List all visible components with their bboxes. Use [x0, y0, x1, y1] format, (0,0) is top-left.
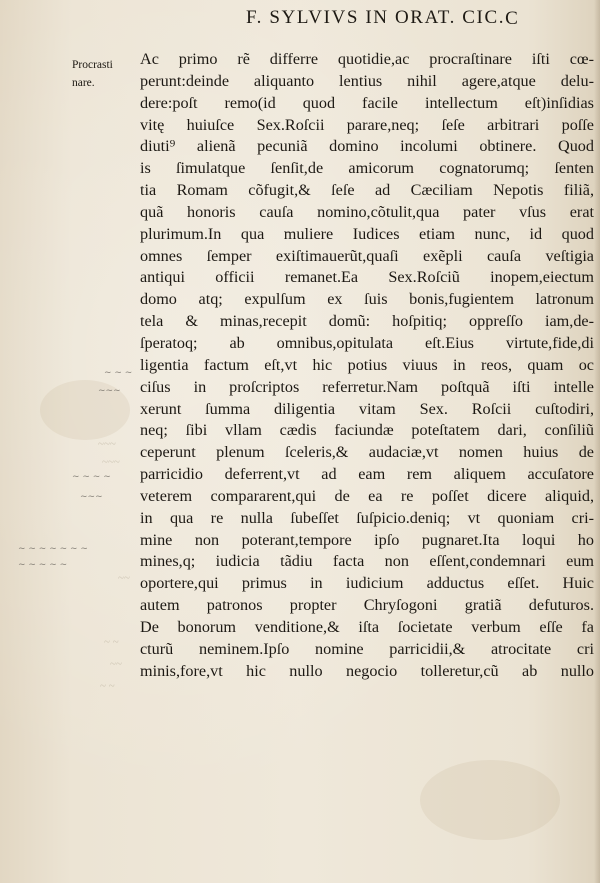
text-line: domo atq; expulſum ex ſuis bonis,fugientem latronum — [140, 290, 594, 309]
text-line: ligentia factum eſt,vt hic potius viuus in reos, quam oc — [140, 355, 594, 374]
text-line: mines,q; iudicia tãdiu facta non eſſent,condemnari eum — [140, 552, 594, 571]
text-line: antiqui officii remanet.Ea Sex.Roſciũ inopem,eiectum — [140, 268, 594, 287]
show-through-text: ~~~ — [98, 438, 116, 450]
show-through-text: ~~~ — [102, 456, 120, 468]
text-line: oportere,qui primus in iudicium adductus eſſet. Huic — [140, 574, 594, 593]
text-line: ceperunt plenum ſceleris,& audaciæ,vt nomen huius de — [140, 443, 594, 462]
faded-marginalia: ~ ~ ~ ~ — [72, 472, 111, 482]
running-head-text: F. SYLVIVS IN ORAT. CIC. — [246, 7, 506, 28]
text-line: De bonorum venditione,& iſta ſocietate verbum eſſe fa — [140, 617, 594, 636]
text-line: plurimum.In qua muliere Iudices etiam nunc, id quod — [140, 224, 594, 243]
paper-stain — [420, 760, 560, 840]
running-head — [246, 7, 519, 29]
text-line: ciſus in proſcriptos referretur.Nam poſtquã iſti intelle — [140, 377, 594, 396]
faded-marginalia: ~~~ — [98, 386, 121, 396]
show-through-text: ~ ~ — [100, 680, 115, 692]
faded-marginalia: ~ ~ ~ ~ ~ — [18, 560, 68, 570]
text-line: neq; ſibi vllam cædis faciundæ poteſtatem dari, conſiliũ — [140, 421, 594, 440]
text-line: quã honoris cauſa nomino,cõtulit,qua pater vſus erat — [140, 202, 594, 221]
text-line: tia Romam cõfugit,& ſeſe ad Cæciliam Nepotis filiã, — [140, 181, 594, 200]
text-line: autem patronos propter Chryſogoni gratiã defuturos. — [140, 596, 594, 615]
text-line: veterem compararent,qui de ea re poſſet dicere aliquid, — [140, 486, 594, 505]
text-line: tela & minas,recepit domũ: hoſpitiq; oppreſſo iam,de- — [140, 312, 594, 331]
text-line: mine non poterant,tempore ipſo pugnaret.Ita loqui ho — [140, 530, 594, 549]
show-through-text: ~~ — [110, 658, 122, 670]
text-line: is ſimulatque ſenſit,de amicorum cognatorumq; ſenten — [140, 159, 594, 178]
text-line: perunt:deinde aliquanto lentius nihil agere,atque delu- — [140, 71, 594, 90]
faded-marginalia: ~ ~ ~ ~ ~ ~ ~ — [18, 544, 88, 554]
show-through-text: ~~ — [118, 572, 130, 584]
faded-marginalia: ~~~ — [80, 492, 103, 502]
text-line: dere:poſt remo(id quod facile intellectum eſt)inſidias — [140, 93, 594, 112]
text-line: parricidio deferrent,vt ad eam rem aliquem accuſatore — [140, 465, 594, 484]
text-line: xerunt ſumma diligentia vitam Sex. Roſcii cuſtodiri, — [140, 399, 594, 418]
running-head-tail: C — [505, 8, 520, 29]
show-through-text: ~ ~ — [104, 636, 119, 648]
text-line: Ac primo rẽ differre quotidie,ac procraſtinare iſti cœ- — [140, 50, 594, 68]
margin-note — [72, 56, 113, 92]
text-line: omnes ſemper exiſtimauerũt,quaſi exẽpli cauſa veſtigia — [140, 246, 594, 265]
text-line: diuti⁹ alienã pecuniã domino incolumi obtinere. Quod — [140, 137, 594, 156]
text-line: in qua re nulla ſubeſſet ſuſpicio.deniq; vt quoniam cri- — [140, 508, 594, 527]
text-line: vitę huiuſce Sex.Roſcii parare,neq; ſeſe arbitrari poſſe — [140, 115, 594, 134]
text-line: minis,fore,vt hic nullo negocio tolleretur,cũ ab nullo — [140, 661, 594, 680]
faded-marginalia: ~ ~ ~ — [104, 368, 133, 378]
text-line: cturũ neminem.Ipſo nomine parricidii,& atrocitate cri — [140, 639, 594, 658]
margin-note-line: Procrasti — [72, 59, 113, 71]
text-line: ſperatoq; ab omnibus,opitulata eſt.Eius virtute,fide,di — [140, 333, 594, 352]
margin-note-line: nare. — [72, 77, 95, 89]
body-text — [140, 49, 594, 682]
